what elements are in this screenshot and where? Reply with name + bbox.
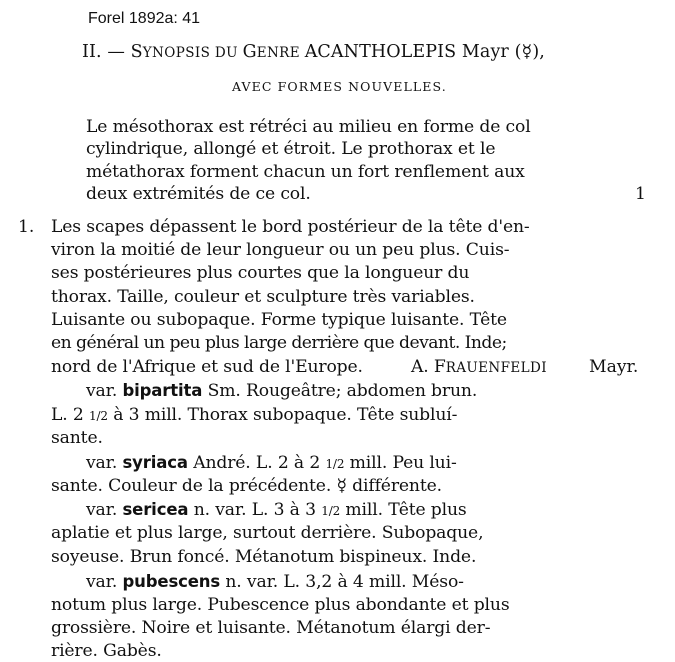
title-synopsis: SYNOPSIS DU GENRE bbox=[130, 42, 305, 62]
variety-line: L. 2 1/2 à 3 mill. Thorax subopaque. Tête subluí- bbox=[51, 405, 458, 425]
couplet-line: en général un peu plus large derrière que devant. Inde; bbox=[51, 333, 507, 353]
variety-line: var. bipartita Sm. Rougeâtre; abdomen brun. bbox=[86, 381, 478, 401]
variety-line: notum plus large. Pubescence plus abondante et plus bbox=[51, 595, 510, 615]
variety-name: syriaca bbox=[122, 453, 188, 472]
variety-line: var. sericea n. var. L. 3 à 3 1/2 mill. Tête plus bbox=[86, 500, 467, 520]
caste-symbol: (☿), bbox=[514, 42, 545, 62]
couplet-number: 1. bbox=[18, 217, 35, 237]
section-subtitle: AVEC FORMES NOUVELLES. bbox=[232, 79, 447, 94]
couplet-reference: 1 bbox=[635, 184, 646, 204]
intro-line: cylindrique, allongé et étroit. Le prothorax et le bbox=[86, 139, 496, 159]
variety-line: var. pubescens n. var. L. 3,2 à 4 mill. Méso- bbox=[86, 572, 464, 592]
couplet-line: Les scapes dépassent le bord postérieur de la tête d'en- bbox=[51, 217, 530, 237]
couplet-line: viron la moitié de leur longueur ou un peu plus. Cuis- bbox=[51, 240, 510, 260]
couplet-line: Luisante ou subopaque. Forme typique luisante. Tête bbox=[51, 310, 507, 330]
variety-line: aplatie et plus large, surtout derrière. Subopaque, bbox=[51, 523, 484, 543]
variety-line: grossière. Noire et luisante. Métanotum élargi der- bbox=[51, 618, 491, 638]
species-name: A. FRAUENFELDI bbox=[411, 357, 547, 377]
variety-line: sante. Couleur de la précédente. ☿ différente. bbox=[51, 476, 442, 496]
variety-name: pubescens bbox=[122, 572, 221, 591]
citation-note: Forel 1892a: 41 bbox=[88, 10, 201, 27]
intro-line: deux extrémités de ce col. bbox=[86, 184, 311, 204]
variety-line: rière. Gabès. bbox=[51, 641, 162, 661]
couplet-line: thorax. Taille, couleur et sculpture très variables. bbox=[51, 287, 475, 307]
intro-line: métathorax forment chacun un fort renflement aux bbox=[86, 162, 525, 182]
species-author: Mayr. bbox=[589, 357, 639, 377]
variety-line: soyeuse. Brun foncé. Métanotum bispineux. Inde. bbox=[51, 547, 477, 567]
genus-name: ACANTHOLEPIS bbox=[304, 42, 457, 62]
section-title bbox=[82, 42, 545, 63]
variety-line: var. syriaca André. L. 2 à 2 1/2 mill. Peu lui- bbox=[86, 453, 457, 473]
section-numeral: II. — bbox=[82, 42, 125, 62]
variety-line: sante. bbox=[51, 428, 103, 448]
variety-name: bipartita bbox=[122, 381, 203, 400]
intro-line: Le mésothorax est rétréci au milieu en forme de col bbox=[86, 117, 531, 137]
couplet-line: ses postérieures plus courtes que la longueur du bbox=[51, 263, 470, 283]
couplet-line: nord de l'Afrique et sud de l'Europe. bbox=[51, 357, 363, 377]
variety-name: sericea bbox=[122, 500, 189, 519]
genus-author: Mayr bbox=[461, 42, 509, 62]
